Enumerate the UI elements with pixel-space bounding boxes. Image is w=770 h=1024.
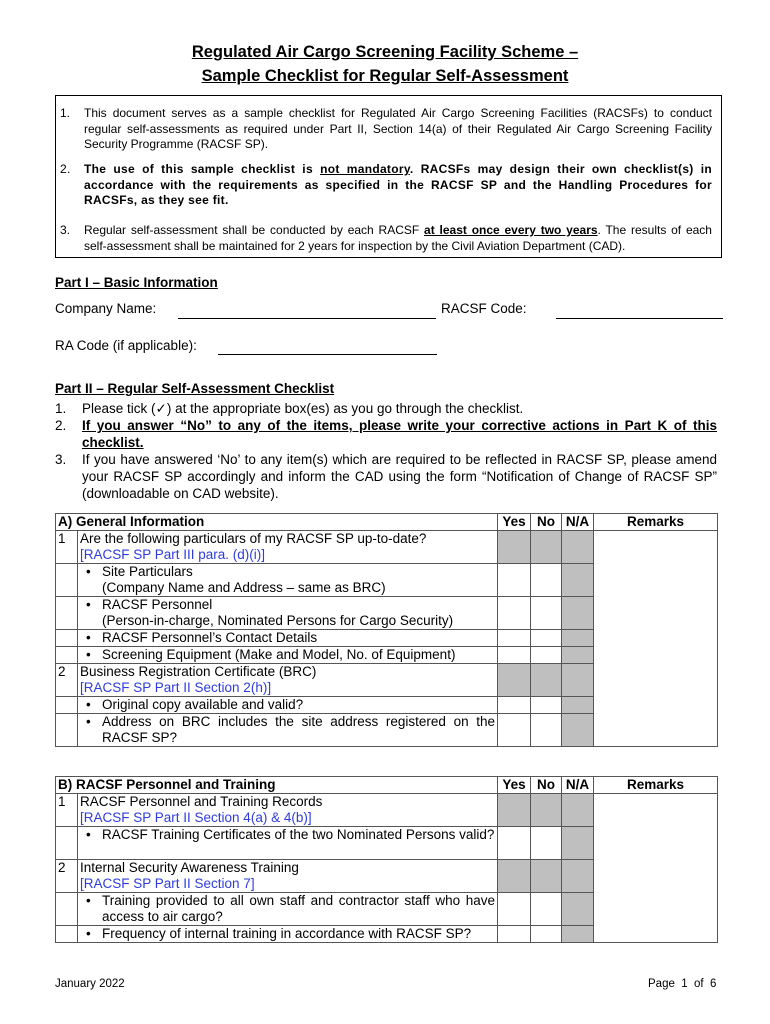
checkbox-na [562,664,594,697]
checklist-subitem [78,597,498,630]
racsf-code-field[interactable] [556,318,723,319]
checkbox-no [531,664,562,697]
racsf-code-label: RACSF Code: [441,301,527,316]
document-title-line2: Sample Checklist for Regular Self-Assessment [201,67,569,85]
intro-text: . RACSFs may design their own checklist(s) in accordance with the requirements as specified in the RACSF SP and the Handling Procedures for RACSFs, as they see fit. [84,162,712,207]
checkbox-na [562,597,594,630]
intro-num: 3. [60,223,71,237]
bullet-text: RACSF Personnel [102,597,213,612]
intro-emphasis: at least once every two years [424,223,598,237]
bullet-item [80,893,495,925]
checkbox-yes [498,860,531,893]
checkbox-na [562,714,594,747]
footer-page-number: Page 1 of 6 [648,978,717,990]
column-header-remarks: Remarks [594,514,718,531]
item-text: RACSF Personnel and Training Records [80,794,323,809]
checkbox-yes[interactable] [498,697,531,714]
checkbox-no[interactable] [531,564,562,597]
checkbox-yes[interactable] [498,564,531,597]
checkbox-no[interactable] [531,714,562,747]
checklist-subitem [78,630,498,647]
ra-code-field[interactable] [218,354,437,355]
instruction-num: 2. [55,418,67,433]
checkbox-no[interactable] [531,597,562,630]
checkbox-na [562,893,594,926]
checklist-subitem [78,647,498,664]
column-header-na: N/A [562,777,594,794]
checkbox-yes [498,794,531,827]
item-number [56,630,78,647]
checklist-subitem [78,926,498,943]
checkbox-na [562,860,594,893]
checklist-item [78,531,498,564]
checklist-table-b [55,776,718,943]
checkbox-no [531,531,562,564]
intro-text: The use of this sample checklist is [84,162,321,176]
sp-reference: [RACSF SP Part II Section 2(h)] [80,680,272,695]
bullet-item [80,827,495,843]
intro-num: 2. [60,162,71,176]
instruction-text: Please tick (✓) at the appropriate box(es) as you go through the checklist. [82,401,524,416]
bullet-item [80,697,495,713]
column-header-no: No [531,777,562,794]
intro-text: . The results of each self-assessment shall be maintained for 2 years for inspection by the Civil Aviation Department (CAD). [84,223,712,253]
table-row [56,531,718,564]
item-number: 2 [56,664,78,697]
column-header-na: N/A [562,514,594,531]
item-text: Are the following particulars of my RACSF SP up-to-date? [80,531,427,546]
instruction-item [55,400,717,417]
checkbox-yes[interactable] [498,647,531,664]
item-number [56,827,78,860]
checklist-subitem [78,564,498,597]
checkbox-na [562,531,594,564]
checkbox-no [531,794,562,827]
instruction-text: If you have answered ‘No’ to any item(s) which are required to be reflected in RACSF SP, please amend your RACSF SP accordingly and inform the CAD using the form “Notification of Change of RACSF SP” (downloadable on CAD website). [82,452,717,501]
bullet-text: RACSF Personnel’s Contact Details [102,630,318,645]
checkbox-na [562,794,594,827]
column-header-remarks: Remarks [594,777,718,794]
checkbox-no[interactable] [531,926,562,943]
checkbox-no[interactable] [531,647,562,664]
document-title-line1: Regulated Air Cargo Screening Facility Scheme – [191,43,579,61]
intro-item-2 [60,162,712,209]
bullet-item [80,564,495,596]
bullet-item [80,597,495,629]
bullet-text: RACSF Training Certificates of the two Nominated Persons valid? [102,827,495,842]
part2-instructions [55,400,717,502]
bullet-subtext: (Person-in-charge, Nominated Persons for Cargo Security) [102,613,454,628]
bullet-text: Frequency of internal training in accordance with RACSF SP? [102,926,472,941]
item-number [56,893,78,926]
checkbox-yes[interactable] [498,926,531,943]
sp-reference: [RACSF SP Part III para. (d)(i)] [80,547,266,562]
company-name-label: Company Name: [55,301,157,316]
checkbox-na [562,630,594,647]
intro-num: 1. [60,106,71,120]
checkbox-na [562,564,594,597]
checkbox-yes [498,664,531,697]
checkbox-na [562,926,594,943]
part2-heading: Part II – Regular Self-Assessment Checklist [55,381,335,396]
checkbox-yes [498,531,531,564]
intro-item-3 [60,223,712,254]
checkbox-yes[interactable] [498,714,531,747]
checkbox-no[interactable] [531,827,562,860]
bullet-text: Address on BRC includes the site address registered on the RACSF SP? [102,714,496,745]
item-number [56,564,78,597]
bullet-text: Screening Equipment (Make and Model, No. of Equipment) [102,647,456,662]
instruction-item [55,417,717,451]
bullet-text: Training provided to all own staff and contractor staff who have access to air cargo? [102,893,495,924]
bullet-text: Site Particulars [102,564,193,579]
item-number [56,714,78,747]
checkbox-no[interactable] [531,630,562,647]
checkbox-yes[interactable] [498,893,531,926]
column-header-no: No [531,514,562,531]
checkbox-na [562,697,594,714]
checklist-subitem [78,697,498,714]
table-header-row [56,514,718,531]
item-number [56,647,78,664]
intro-box [55,95,722,258]
checklist-table-a [55,513,718,747]
column-header-yes: Yes [498,777,531,794]
item-number: 1 [56,531,78,564]
intro-emphasis: not mandatory [320,162,410,176]
checkbox-no [531,860,562,893]
item-text: Internal Security Awareness Training [80,860,299,875]
checklist-subitem [78,827,498,860]
bullet-item [80,714,495,746]
table-header-row [56,777,718,794]
checkbox-no[interactable] [531,893,562,926]
bullet-subtext: (Company Name and Address – same as BRC) [102,580,386,595]
company-name-field[interactable] [178,318,436,319]
instruction-item [55,451,717,502]
sp-reference: [RACSF SP Part II Section 4(a) & 4(b)] [80,810,312,825]
checkbox-na [562,647,594,664]
item-number [56,926,78,943]
table-row [56,794,718,827]
item-text: Business Registration Certificate (BRC) [80,664,317,679]
footer-date: January 2022 [55,978,125,990]
bullet-item [80,926,495,942]
part1-heading: Part I – Basic Information [55,275,218,290]
item-number: 2 [56,860,78,893]
instruction-num: 3. [55,452,67,467]
checklist-item [78,860,498,893]
item-number [56,597,78,630]
section-heading: B) RACSF Personnel and Training [56,777,498,794]
column-header-yes: Yes [498,514,531,531]
intro-text: This document serves as a sample checklist for Regulated Air Cargo Screening Facilities (RACSFs) to conduct regular self-assessments as required under Part II, Section 14(a) of their Regulated Air Cargo Screening Facility Security Programme (RACSF SP). [84,106,712,151]
checklist-subitem [78,893,498,926]
checklist-item [78,794,498,827]
bullet-item [80,647,495,663]
checkbox-no[interactable] [531,697,562,714]
section-heading: A) General Information [56,514,498,531]
bullet-item [80,630,495,646]
checklist-subitem [78,714,498,747]
instruction-text: If you answer “No” to any of the items, please write your corrective actions in Part K of this checklist. [82,418,717,450]
checkbox-yes[interactable] [498,827,531,860]
item-number [56,697,78,714]
instruction-num: 1. [55,401,67,416]
bullet-text: Original copy available and valid? [102,697,304,712]
checkbox-na [562,827,594,860]
remarks-cell[interactable] [594,794,718,943]
intro-text: Regular self-assessment shall be conducted by each RACSF [84,223,425,237]
checkbox-yes[interactable] [498,630,531,647]
sp-reference: [RACSF SP Part II Section 7] [80,876,255,891]
checklist-item [78,664,498,697]
intro-item-1 [60,106,712,153]
remarks-cell[interactable] [594,531,718,747]
checkbox-yes[interactable] [498,597,531,630]
ra-code-label: RA Code (if applicable): [55,338,197,353]
item-number: 1 [56,794,78,827]
